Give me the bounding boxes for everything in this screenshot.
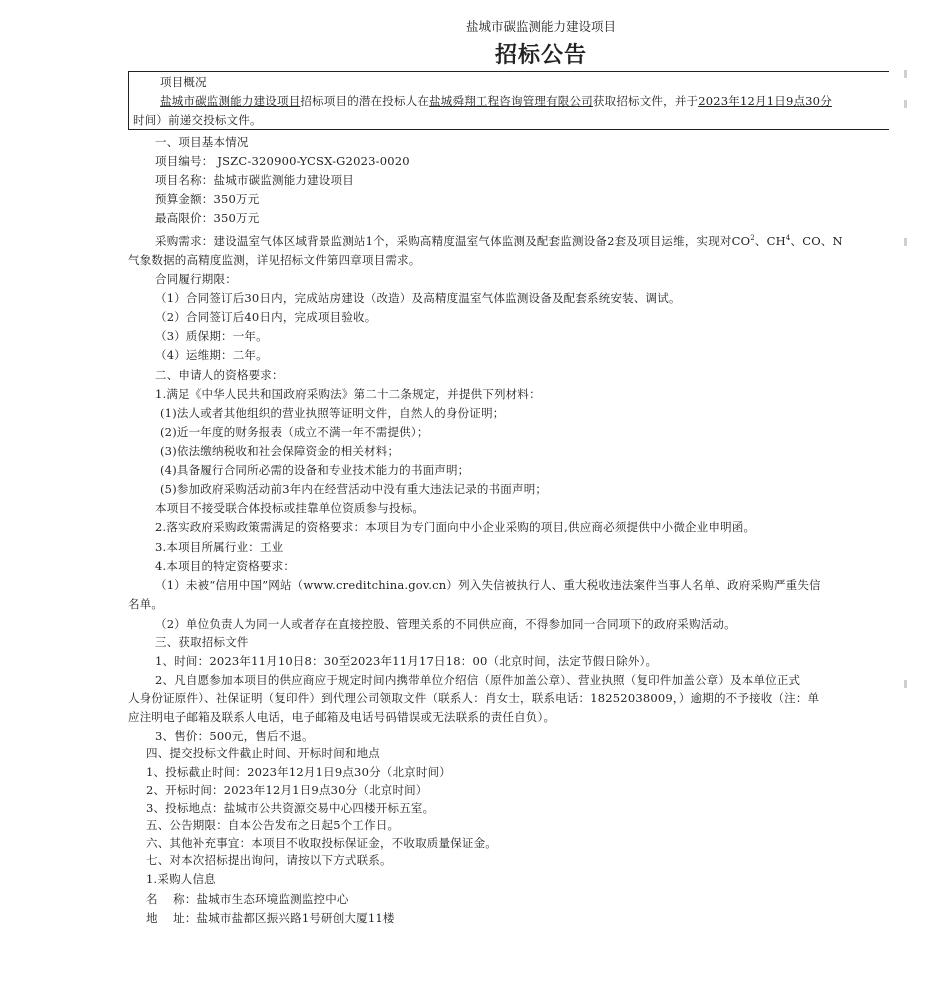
agency-name-link[interactable]: 盐城舜翔工程咨询管理有限公司 [429, 94, 593, 108]
qualification-sub-item: (4)具备履行合同所必需的设备和专业技术能力的书面声明； [160, 463, 470, 477]
procurement-need-line-2: 气象数据的高精度监测，详见招标文件第四章项目需求。 [128, 253, 421, 267]
qualification-item-4-sub-2: （2）单位负责人为同一人或者存在直接控股、管理关系的不同供应商，不得参加同一合同项下的政府采购活动。 [155, 617, 736, 631]
qualification-item-3: 3.本项目所属行业：工业 [155, 540, 284, 554]
qualification-item-1: 1.满足《中华人民共和国政府采购法》第二十二条规定，并提供下列材料： [155, 387, 541, 401]
section4-heading: 四、提交投标文件截止时间、开标时间和地点 [146, 746, 380, 760]
purchaser-address: 地 址：盐城市盐都区振兴路1号研创大厦11楼 [146, 911, 395, 925]
schedule-item: 2、开标时间：2023年12月1日9点30分（北京时间） [146, 783, 428, 797]
budget-amount: 预算金额：350万元 [155, 192, 260, 206]
purchaser-heading: 1.采购人信息 [146, 872, 216, 886]
acquisition-method-cont: 应注明电子邮箱及联系人电话，电子邮箱及电话号码错误或无法联系的责任自负）。 [128, 710, 556, 724]
qualification-sub-item: (5)参加政府采购活动前3年内在经营活动中没有重大违法记录的书面声明； [160, 482, 548, 496]
edge-mark [904, 238, 907, 246]
qualification-sub-item: (2)近一年度的财务报表（成立不满一年不需提供）； [160, 425, 429, 439]
schedule-item: 3、投标地点：盐城市公共资源交易中心四楼开标五室。 [146, 801, 435, 815]
period-item: （2）合同签订后40日内，完成项目验收。 [155, 310, 377, 324]
project-number: 项目编号： JSZC-320900-YCSX-G2023-0020 [155, 154, 410, 168]
overview-text-b: 获取招标文件，并于 [592, 94, 699, 108]
schedule-item: 1、投标截止时间：2023年12月1日9点30分（北京时间） [146, 765, 451, 779]
period-item: （3）质保期：一年。 [155, 329, 268, 343]
overview-heading: 项目概况 [160, 75, 207, 89]
edge-mark [904, 70, 907, 78]
page-title: 招标公告 [494, 43, 587, 68]
max-price: 最高限价：350万元 [155, 211, 260, 225]
need-text-c: 、CO、N [790, 234, 843, 248]
need-text-a: 采购需求：建设温室气体区域背景监测站1个，采购高精度温室气体监测及配套监测设备2套及项目运维，实现对CO [155, 234, 751, 248]
need-text-b: 、CH [754, 234, 786, 248]
acquisition-method-cont: 人身份证原件）、社保证明（复印件）到代理公司领取文件（联系人：肖女士，联系电话：18252038009，）逾期的不予接收（注：单 [128, 691, 820, 705]
acquisition-time: 1、时间：2023年11月10日8：30至2023年11月17日18：00（北京时间，法定节假日除外）。 [155, 654, 658, 668]
period-heading: 合同履行期限： [155, 272, 237, 286]
procurement-need [155, 234, 843, 248]
purchaser-name: 名 称：盐城市生态环境监测监控中心 [146, 892, 349, 906]
no-consortium-note: 本项目不接受联合体投标或挂靠单位资质参与投标。 [155, 501, 425, 515]
project-name-link[interactable]: 盐城市碳监测能力建设项目 [160, 94, 301, 108]
qualification-item-4-sub-1-cont: 名单。 [128, 597, 164, 611]
document-price: 3、售价：500元，售后不退。 [155, 729, 314, 743]
section2-heading: 二、申请人的资格要求： [155, 368, 284, 382]
co2-subscript: 2 [750, 234, 755, 243]
overview-line-2: 时间）前递交投标文件。 [133, 113, 262, 127]
qualification-item-4: 4.本项目的特定资格要求： [155, 559, 296, 573]
section3-heading: 三、获取招标文件 [155, 635, 249, 649]
overview-line-1 [160, 94, 832, 108]
period-item: （1）合同签订后30日内，完成站房建设（改造）及高精度温室气体监测设备及配套系统安装、调试。 [155, 291, 681, 305]
qualification-sub-item: (3)依法缴纳税收和社会保障资金的相关材料； [160, 444, 400, 458]
period-item: （4）运维期：二年。 [155, 348, 268, 362]
overview-text-a: 招标项目的潜在投标人在 [300, 94, 430, 108]
project-name: 项目名称：盐城市碳监测能力建设项目 [155, 173, 354, 187]
project-subtitle: 盐城市碳监测能力建设项目 [465, 19, 616, 34]
section7-heading: 七、对本次招标提出询问，请按以下方式联系。 [146, 853, 392, 867]
edge-mark [904, 680, 907, 688]
ch4-subscript: 4 [785, 234, 791, 243]
qualification-item-2: 2.落实政府采购政策需满足的资格要求：本项目为专门面向中小企业采购的项目,供应商必须提供中小微企业申明函。 [155, 520, 756, 534]
section5-text: 五、公告期限：自本公告发布之日起5个工作日。 [146, 818, 400, 832]
acquisition-method: 2、凡自愿参加本项目的供应商应于规定时间内携带单位介绍信（原件加盖公章）、营业执照（复印件加盖公章）及本单位正式 [155, 673, 801, 687]
section6-text: 六、其他补充事宜：本项目不收取投标保证金，不收取质量保证金。 [146, 836, 497, 850]
qualification-sub-item: (1)法人或者其他组织的营业执照等证明文件，自然人的身份证明； [160, 406, 505, 420]
deadline-link[interactable]: 2023年12月1日9点30分 [698, 94, 832, 108]
edge-mark [904, 100, 907, 108]
qualification-item-4-sub-1: （1）未被“信用中国”网站（www.creditchina.gov.cn）列入失信被执行人、重大税收违法案件当事人名单、政府采购严重失信 [155, 578, 821, 592]
section1-heading: 一、项目基本情况 [155, 135, 249, 149]
